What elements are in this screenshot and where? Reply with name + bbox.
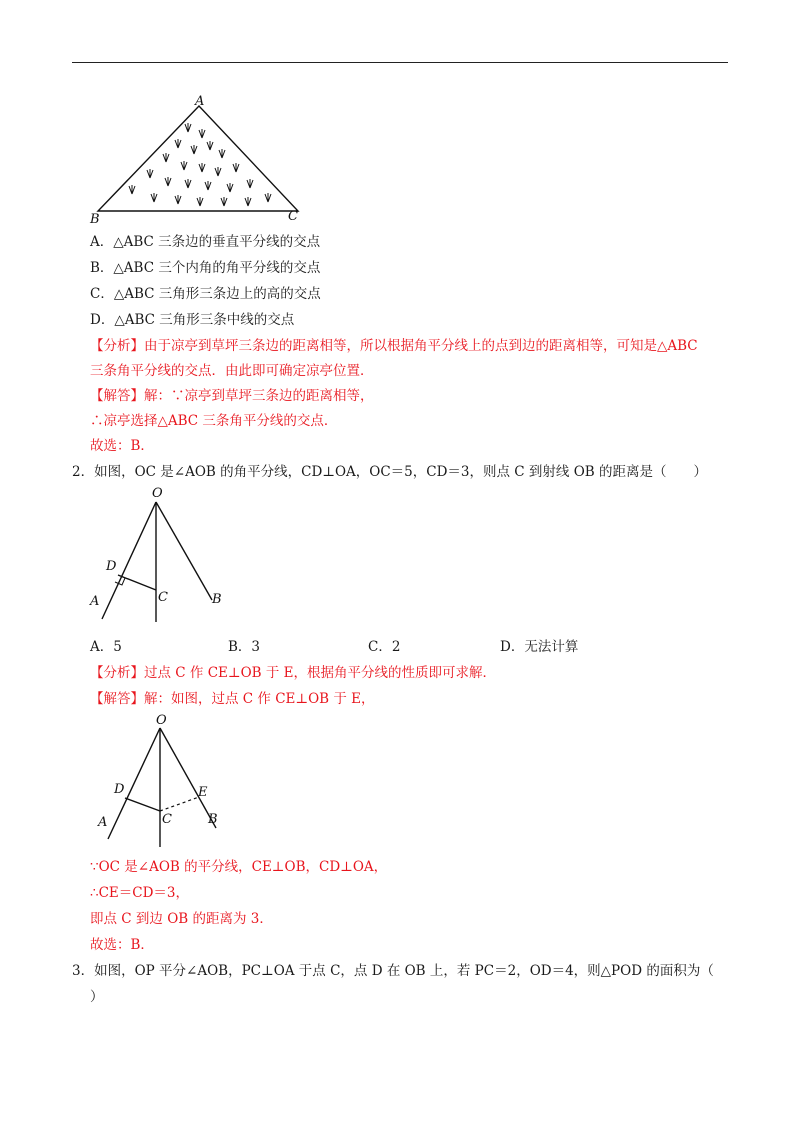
q3-stem-line1: 3．如图，OP 平分∠AOB，PC⊥OA 于点 C，点 D 在 OB 上，若 PC＝2，OD＝4，则△POD 的面积为（ <box>72 963 714 979</box>
q2-option-b: B．3 <box>228 639 261 655</box>
fig3-label-d: D <box>114 782 125 797</box>
q1-answer <box>90 387 374 405</box>
q2-analysis-text: 过点 C 作 CE⊥OB 于 E，根据角平分线的性质即可求解． <box>144 665 497 681</box>
vertex-label-a: A <box>195 94 205 109</box>
fig2-label-b: B <box>212 592 222 607</box>
fig2-label-o: O <box>152 486 163 501</box>
fig2-label-c: C <box>158 590 168 605</box>
q1-analysis-line2: 三条角平分线的交点．由此即可确定凉亭位置． <box>90 363 374 379</box>
q1-option-c: C．△ABC 三角形三条边上的高的交点 <box>90 286 321 302</box>
q2-step-1: ∵OC 是∠AOB 的平分线，CE⊥OB，CD⊥OA， <box>90 859 388 875</box>
q2-option-d: D．无法计算 <box>500 639 579 655</box>
fig3-label-e: E <box>198 785 208 800</box>
q2-option-a: A．5 <box>90 639 122 655</box>
q2-step-3: 即点 C 到边 OB 的距离为 3． <box>90 911 273 927</box>
header-rule <box>72 62 728 63</box>
q1-option-d: D．△ABC 三角形三条中线的交点 <box>90 312 295 328</box>
q2-answer-tag: 【解答】 <box>90 691 144 707</box>
q2-answer <box>90 690 375 708</box>
q2-option-c: C．2 <box>368 639 401 655</box>
q1-option-b: B．△ABC 三个内角的角平分线的交点 <box>90 260 321 276</box>
q1-analysis-text: 由于凉亭到草坪三条边的距离相等，所以根据角平分线上的点到边的距离相等，可知是△ABC <box>144 338 698 354</box>
vertex-label-c: C <box>288 209 298 224</box>
q2-choice: 故选：B． <box>90 937 154 953</box>
q1-analysis-tag: 【分析】 <box>90 338 144 354</box>
q1-analysis <box>90 337 698 355</box>
fig3-label-b: B <box>208 812 218 827</box>
q1-option-a: A．△ABC 三条边的垂直平分线的交点 <box>90 234 321 250</box>
q2-answer-text: 解：如图，过点 C 作 CE⊥OB 于 E， <box>144 691 375 707</box>
fig3-label-c: C <box>162 812 172 827</box>
q1-answer-text: 解：∵凉亭到草坪三条边的距离相等， <box>144 388 374 404</box>
triangle-lawn-figure <box>88 92 308 227</box>
fig2-label-a: A <box>90 594 100 609</box>
q2-angle-figure <box>88 486 238 626</box>
q1-answer-line2: ∴凉亭选择△ABC 三条角平分线的交点． <box>90 413 338 429</box>
q2-analysis <box>90 664 496 682</box>
vertex-label-b: B <box>90 212 100 227</box>
grass-marks <box>129 123 271 206</box>
fig3-label-a: A <box>98 815 108 830</box>
fig3-label-o: O <box>156 713 167 728</box>
fig2-label-d: D <box>106 559 117 574</box>
q1-answer-tag: 【解答】 <box>90 388 144 404</box>
q2-solution-figure <box>96 714 236 854</box>
q2-stem: 2．如图，OC 是∠AOB 的角平分线，CD⊥OA，OC＝5，CD＝3，则点 C 到射线 OB 的距离是（ ） <box>72 464 707 480</box>
q1-choice: 故选：B． <box>90 438 154 454</box>
q2-analysis-tag: 【分析】 <box>90 665 144 681</box>
q3-stem-line2: ） <box>90 989 104 1005</box>
q2-step-2: ∴CE＝CD＝3， <box>90 885 190 901</box>
